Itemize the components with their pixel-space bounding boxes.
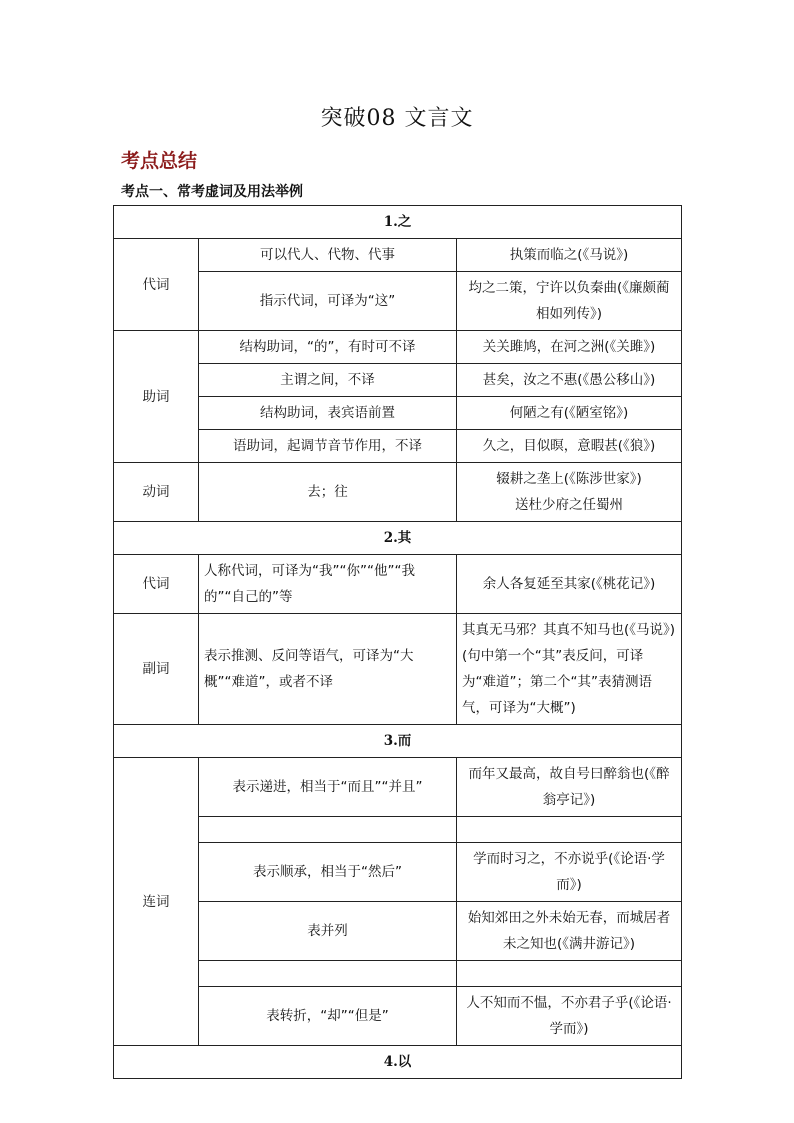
page-title: 突破08 文言文 [320, 106, 474, 131]
section-header-row [114, 522, 682, 555]
table-row [114, 614, 682, 725]
usage-cell: 表转折，“却”“但是” [199, 987, 457, 1046]
table-row [114, 961, 682, 987]
table-row [114, 987, 682, 1046]
table-row [114, 555, 682, 614]
table-row [114, 364, 682, 397]
usage-cell: 表示递进，相当于“而且”“并且” [199, 758, 457, 817]
example-line: 辍耕之垄上(《陈涉世家》) [496, 471, 642, 487]
example-cell: 其真无马邪？其真不知马也(《马说》)(句中第一个“其”表反问，可译为“难道”；第二个“其”表猜测语气，可译为“大概”) [457, 614, 682, 725]
example-line: 送杜少府之任蜀州 [515, 497, 623, 513]
example-cell: 学而时习之，不亦说乎(《论语·学而》) [457, 843, 682, 902]
category-cell: 助词 [114, 331, 199, 463]
example-cell [457, 961, 682, 987]
section-header-zhi: 1.之 [114, 206, 682, 239]
section-header-row [114, 206, 682, 239]
table-row [114, 397, 682, 430]
usage-cell: 语助词，起调节音节作用，不译 [199, 430, 457, 463]
usage-cell: 结构助词，“的”，有时可不译 [199, 331, 457, 364]
category-cell: 动词 [114, 463, 199, 522]
category-cell: 副词 [114, 614, 199, 725]
table-row [114, 430, 682, 463]
usage-cell: 结构助词，表宾语前置 [199, 397, 457, 430]
example-cell: 何陋之有(《陋室铭》) [457, 397, 682, 430]
usage-cell: 指示代词，可译为“这” [199, 272, 457, 331]
usage-cell [199, 961, 457, 987]
function-words-table [113, 205, 682, 1079]
usage-cell [199, 817, 457, 843]
table-row [114, 843, 682, 902]
example-cell: 余人各复延至其家(《桃花记》) [457, 555, 682, 614]
usage-cell: 表并列 [199, 902, 457, 961]
usage-cell: 表示顺承，相当于“然后” [199, 843, 457, 902]
example-cell [457, 463, 682, 522]
category-cell: 代词 [114, 555, 199, 614]
example-cell [457, 817, 682, 843]
section-header-row [114, 1046, 682, 1079]
example-cell: 始知郊田之外未始无春，而城居者未之知也(《满井游记》) [457, 902, 682, 961]
sub-heading: 考点一、常考虚词及用法举例 [121, 184, 303, 200]
category-cell: 代词 [114, 239, 199, 331]
category-cell: 连词 [114, 758, 199, 1046]
usage-cell: 人称代词，可译为“我”“你”“他”“我的”“自己的”等 [199, 555, 457, 614]
example-cell: 甚矣，汝之不惠(《愚公移山》) [457, 364, 682, 397]
example-cell: 关关雎鸠，在河之洲(《关雎》) [457, 331, 682, 364]
example-cell: 人不知而不愠，不亦君子乎(《论语·学而》) [457, 987, 682, 1046]
usage-cell: 可以代人、代物、代事 [199, 239, 457, 272]
table-row [114, 817, 682, 843]
table-row [114, 331, 682, 364]
section-header-row [114, 725, 682, 758]
table-row [114, 758, 682, 817]
table-row [114, 239, 682, 272]
section-heading: 考点总结 [121, 150, 198, 172]
section-header-yi: 4.以 [114, 1046, 682, 1079]
table-row [114, 902, 682, 961]
example-cell: 而年又最高，故自号曰醉翁也(《醉翁亭记》) [457, 758, 682, 817]
example-cell: 久之，目似暝，意暇甚(《狼》) [457, 430, 682, 463]
section-header-er: 3.而 [114, 725, 682, 758]
table-row [114, 272, 682, 331]
usage-cell: 主谓之间，不译 [199, 364, 457, 397]
usage-cell: 表示推测、反问等语气，可译为“大概”“难道”，或者不译 [199, 614, 457, 725]
example-cell: 均之二策，宁许以负秦曲(《廉颇蔺相如列传》) [457, 272, 682, 331]
usage-cell: 去；往 [199, 463, 457, 522]
section-header-qi: 2.其 [114, 522, 682, 555]
table-row [114, 463, 682, 522]
example-cell: 执策而临之(《马说》) [457, 239, 682, 272]
